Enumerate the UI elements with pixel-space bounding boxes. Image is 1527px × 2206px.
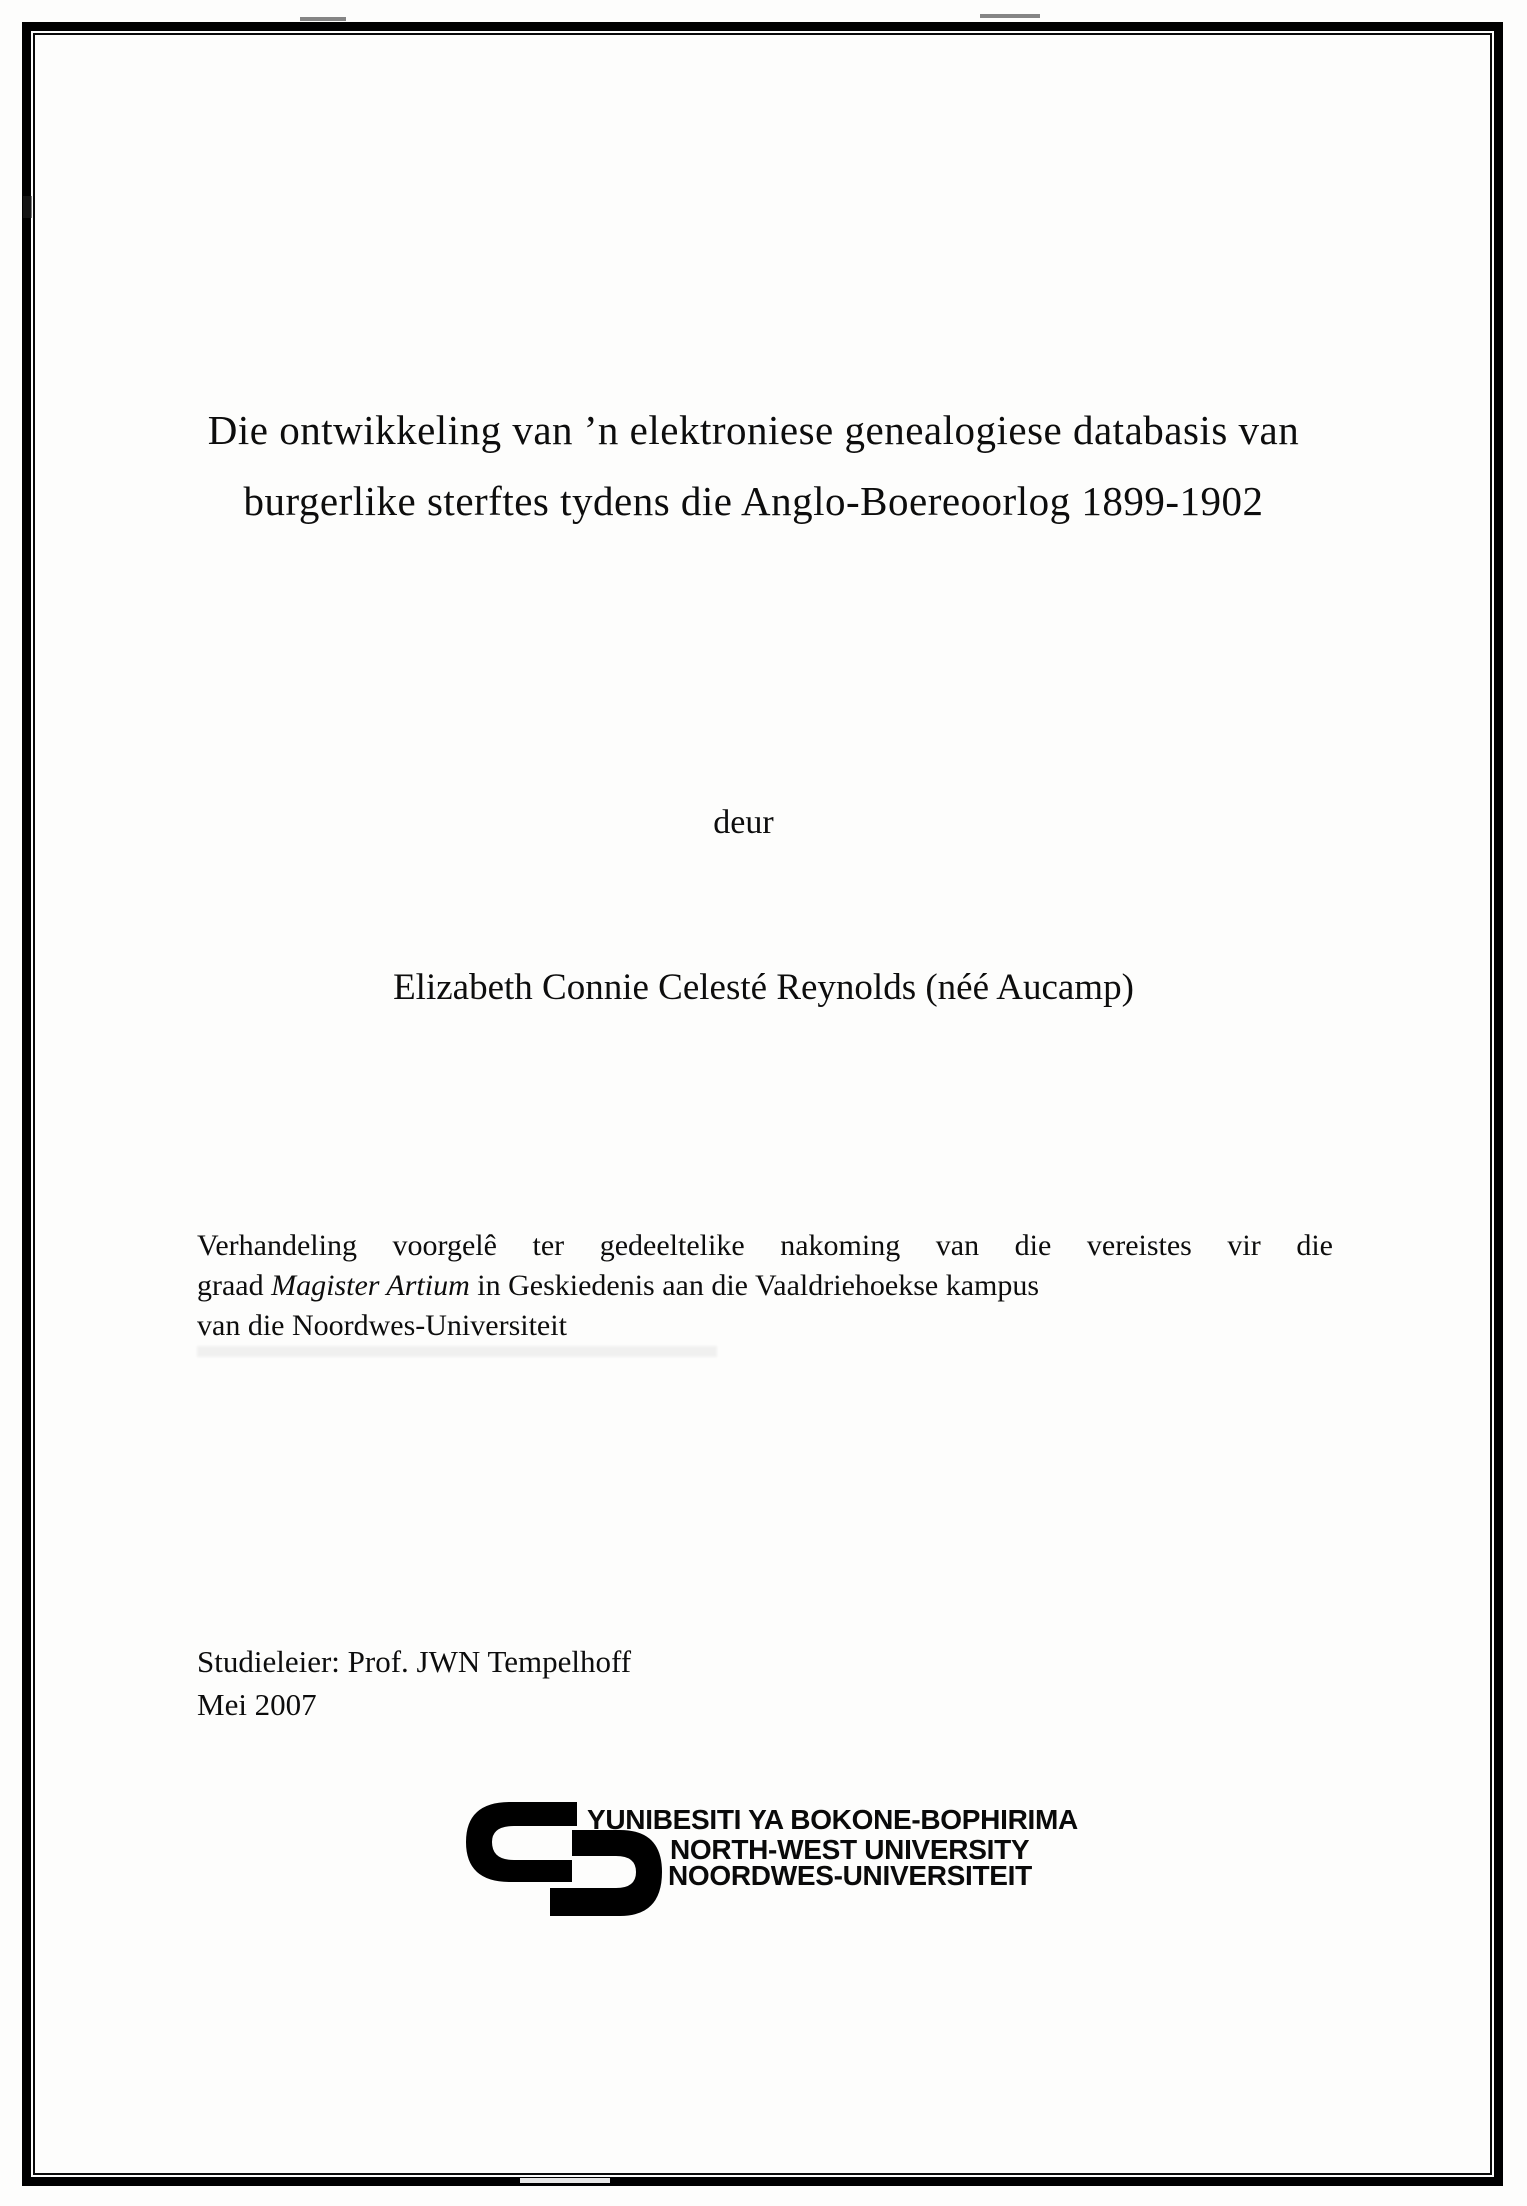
statement-line-2-suffix: in Geskiedenis aan die Vaaldriehoekse kampus — [469, 1269, 1040, 1302]
date-line: Mei 2007 — [197, 1687, 317, 1722]
logo-text-setswana: YUNIBESITI YA BOKONE-BOPHIRIMA — [587, 1804, 1078, 1835]
statement-line-3: van die Noordwes-Universiteit — [197, 1309, 567, 1342]
byline-deur: deur — [713, 804, 774, 841]
university-logo — [466, 1800, 1106, 1950]
author-name: Elizabeth Connie Celesté Reynolds (néé Aucamp) — [393, 967, 1134, 1008]
degree-name-italic: Magister Artium — [271, 1269, 470, 1302]
scan-speck — [520, 2178, 610, 2183]
supervisor-block — [197, 1640, 631, 1726]
scan-speck — [23, 196, 32, 218]
statement-line-2-prefix: graad — [197, 1269, 272, 1302]
statement-line-1: Verhandeling voorgelê ter gedeeltelike nakoming van die vereistes vir die — [197, 1229, 1333, 1262]
supervisor-line: Studieleier: Prof. JWN Tempelhoff — [197, 1644, 632, 1679]
logo-text-english: NORTH-WEST UNIVERSITY — [670, 1834, 1030, 1865]
thesis-title-line-1: Die ontwikkeling van ’n elektroniese genealogiese databasis van — [207, 407, 1300, 453]
degree-statement — [197, 1226, 1333, 1346]
thesis-title-line-2: burgerlike sterftes tydens die Anglo-Boereoorlog 1899-1902 — [243, 478, 1264, 524]
scan-speck — [300, 17, 346, 21]
scan-speck — [980, 14, 1040, 18]
statement-line-2 — [197, 1266, 1333, 1306]
scan-ghosting — [197, 1346, 717, 1357]
logo-text-afrikaans: NOORDWES-UNIVERSITEIT — [668, 1860, 1032, 1891]
